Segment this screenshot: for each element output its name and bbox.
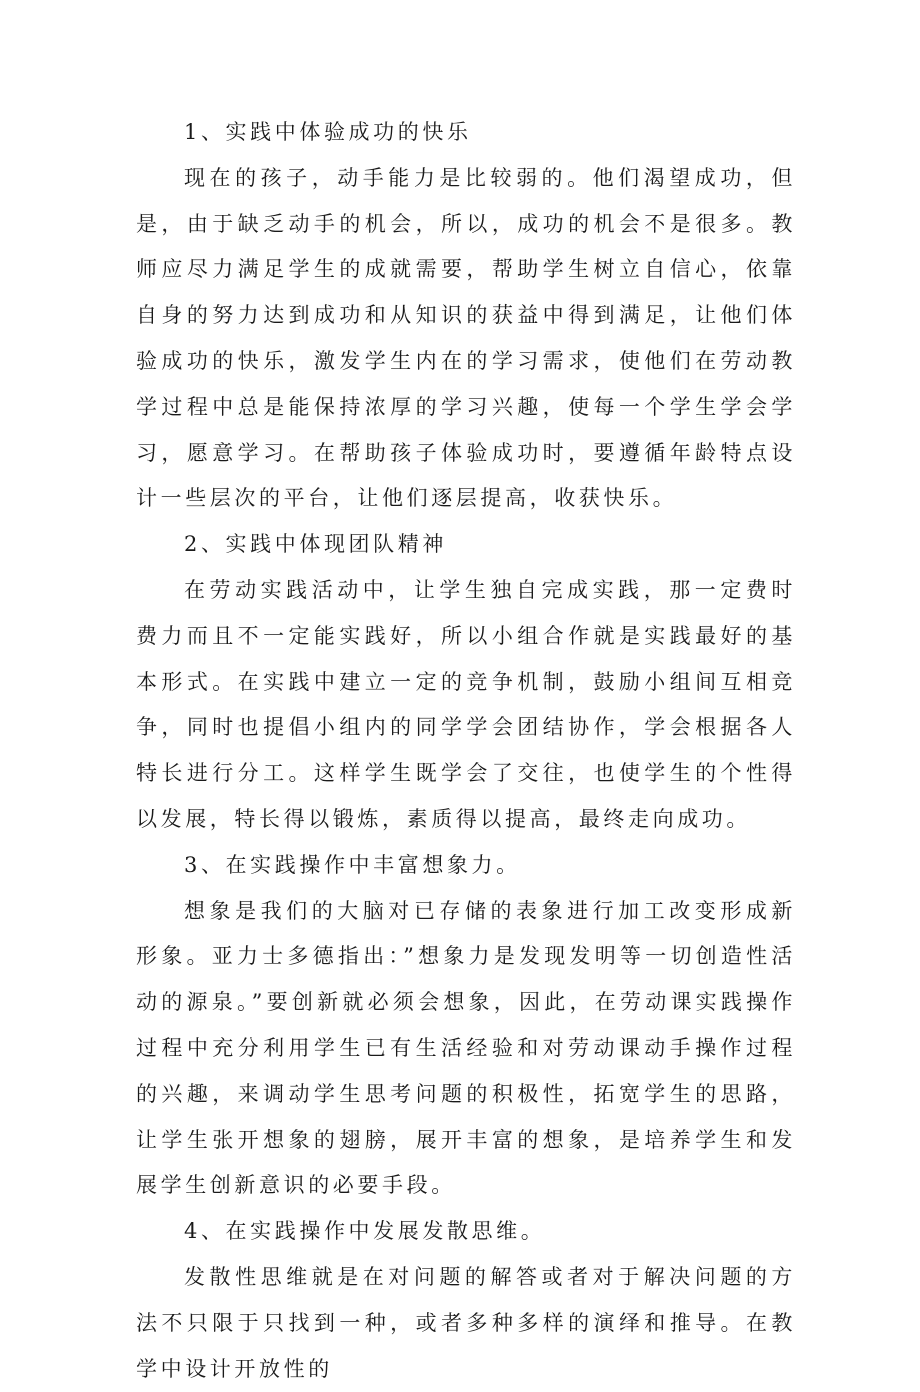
document-body (136, 110, 796, 1392)
section-heading-2: 2、实践中体现团队精神 (184, 532, 447, 557)
section-paragraph-4: 发散性思维就是在对问题的解答或者对于解决问题的方法不只限于只找到一种，或者多种多样的演绎和推导。在教学中设计开放性的 (136, 1264, 796, 1381)
section-heading-4: 4、在实践操作中发展发散思维。 (184, 1219, 546, 1244)
section-paragraph-3: 想象是我们的大脑对已存储的表象进行加工改变形成新形象。亚力士多德指出：”想象力是发现发明等一切创造性活动的源泉。”要创新就必须会想象，因此，在劳动课实践操作过程中充分利用学生已有生活经验和对劳动课动手操作过程的兴趣，来调动学生思考问题的积极性，拓宽学生的思路，让学生张开想象的翅膀，展开丰富的想象，是培养学生和发展学生创新意识的必要手段。 (136, 898, 796, 1198)
section-heading-3: 3、在实践操作中丰富想象力。 (184, 852, 521, 877)
section-paragraph-2: 在劳动实践活动中，让学生独自完成实践，那一定费时费力而且不一定能实践好，所以小组合作就是实践最好的基本形式。在实践中建立一定的竞争机制，鼓励小组间互相竞争，同时也提倡小组内的同学学会团结协作，学会根据各人特长进行分工。这样学生既学会了交往，也使学生的个性得以发展，特长得以锻炼，素质得以提高，最终走向成功。 (136, 577, 796, 831)
section-paragraph-1: 现在的孩子，动手能力是比较弱的。他们渴望成功，但是，由于缺乏动手的机会，所以，成功的机会不是很多。教师应尽力满足学生的成就需要，帮助学生树立自信心，依靠自身的努力达到成功和从知识的获益中得到满足，让他们体验成功的快乐，激发学生内在的学习需求，使他们在劳动教学过程中总是能保持浓厚的学习兴趣，使每一个学生学会学习，愿意学习。在帮助孩子体验成功时，要遵循年龄特点设计一些层次的平台，让他们逐层提高，收获快乐。 (136, 165, 796, 511)
section-heading-1: 1、实践中体验成功的快乐 (184, 120, 472, 144)
